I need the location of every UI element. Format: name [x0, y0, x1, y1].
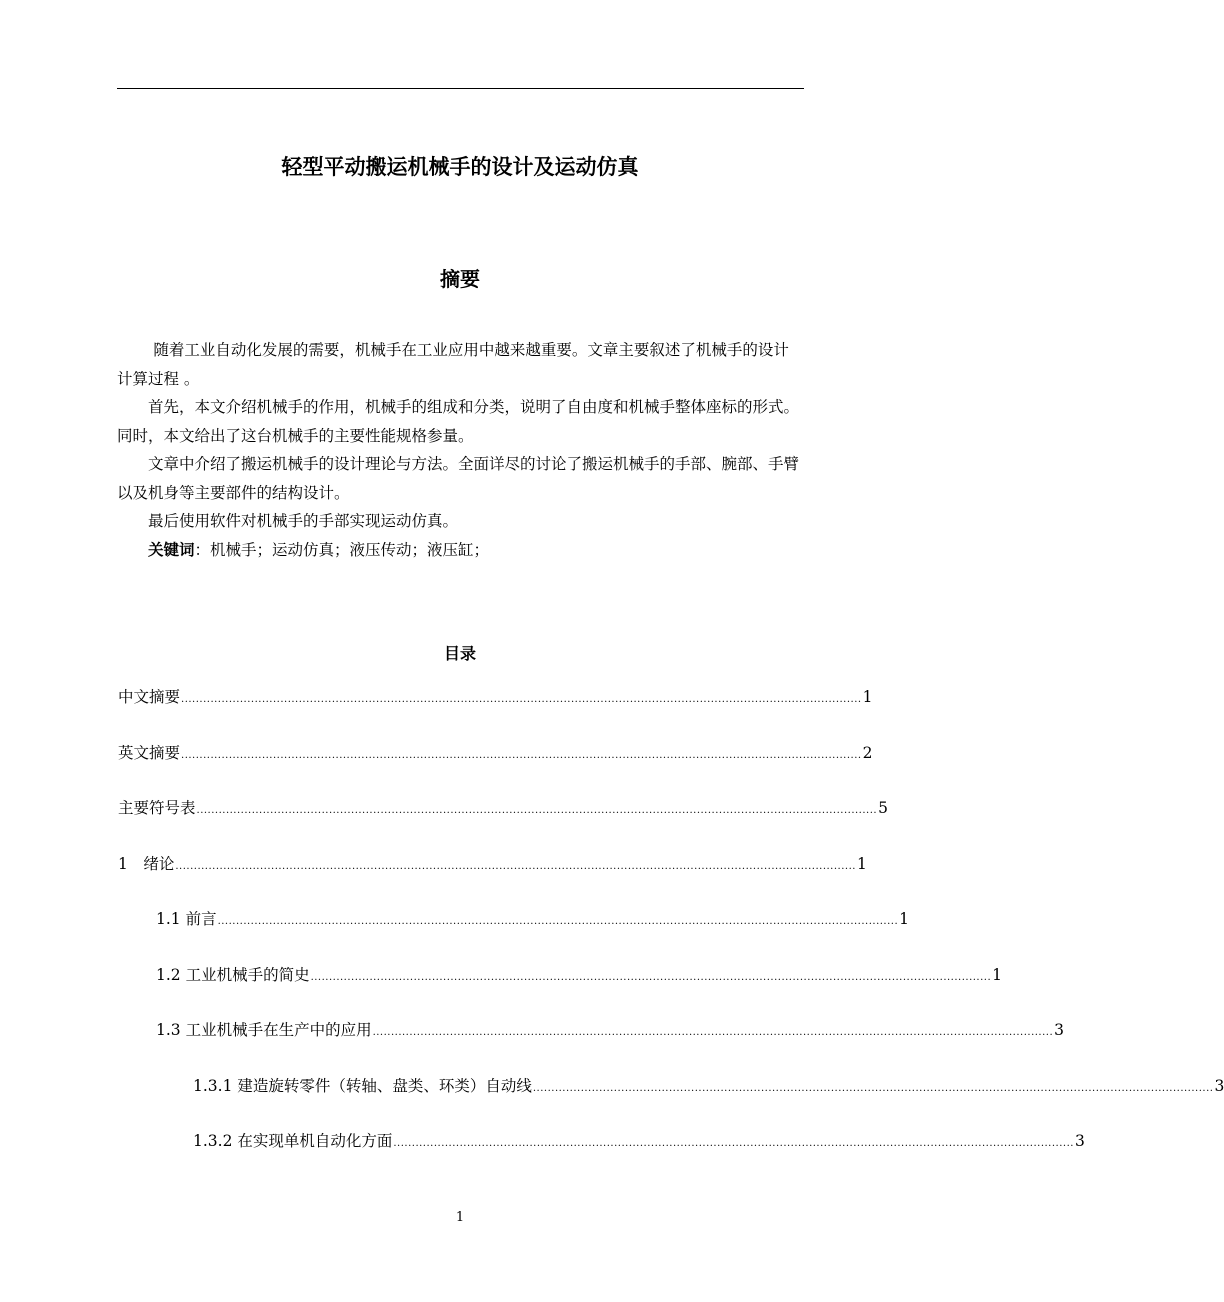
toc-dot-leader: ......................................................................................................................................................................................... [196, 805, 878, 816]
abstract-paragraph-1: 随着工业自动化发展的需要，机械手在工业应用中越来越重要。文章主要叙述了机械手的设计计算过程 。 [117, 341, 789, 388]
toc-entry-english-abstract[interactable] [118, 740, 873, 766]
keywords-text: ：机械手；运动仿真；液压传动；液压缸； [194, 540, 490, 559]
keywords-line [117, 536, 803, 565]
abstract-paragraph-2: 首先，本文介绍机械手的作用，机械手的组成和分类，说明了自由度和机械手整体座标的形式。同时，本文给出了这台机械手的主要性能规格参量。 [117, 398, 800, 445]
toc-entry-text: 英文摘要 [118, 744, 181, 762]
toc-entry-text: 主要符号表 [118, 799, 196, 817]
toc-entry-page: 3 [1214, 1077, 1224, 1095]
toc-title: 目录 [443, 644, 476, 663]
toc-dot-leader: ......................................................................................................................................................................................... [310, 972, 992, 983]
toc-entry-symbol-table[interactable] [118, 795, 888, 821]
keywords-label: 关键词 [148, 540, 195, 559]
toc-entry-text: 1.3.1 建造旋转零件（转轴、盘类、环类）自动线 [193, 1077, 532, 1095]
toc-entry-section-1-3[interactable] [156, 1017, 1065, 1043]
toc-entry-page: 2 [862, 744, 873, 762]
toc-entry-section-1-3-1[interactable] [193, 1073, 1224, 1099]
toc-entry-section-1-3-2[interactable] [193, 1128, 1085, 1154]
toc-dot-leader: ......................................................................................................................................................................................... [181, 694, 862, 705]
toc-entry-section-1-1[interactable] [156, 906, 910, 932]
toc-dot-leader: ......................................................................................................................................................................................... [393, 1138, 1074, 1149]
document-title: 轻型平动搬运机械手的设计及运动仿真 [281, 155, 639, 179]
toc-entry-text: 1.2 工业机械手的简史 [156, 966, 310, 984]
toc-entry-page: 3 [1074, 1132, 1085, 1150]
toc-entry-chapter-1[interactable] [118, 851, 867, 877]
toc-entry-text: 中文摘要 [118, 688, 181, 706]
toc-dot-leader: ......................................................................................................................................................................................... [372, 1027, 1054, 1038]
toc-entry-text: 1 绪论 [118, 855, 175, 873]
header-rule [117, 88, 804, 89]
toc-entry-page: 1 [899, 910, 910, 928]
toc-entry-chinese-abstract[interactable] [118, 684, 873, 710]
abstract-paragraph-4: 最后使用软件对机械手的手部实现运动仿真。 [148, 512, 459, 530]
abstract-body [117, 336, 803, 564]
toc-entry-page: 1 [856, 855, 867, 873]
toc-entry-text: 1.1 前言 [156, 910, 217, 928]
toc-dot-leader: ......................................................................................................................................................................................... [532, 1083, 1214, 1094]
abstract-paragraph-3: 文章中介绍了搬运机械手的设计理论与方法。全面详尽的讨论了搬运机械手的手部、腕部、手臂以及机身等主要部件的结构设计。 [117, 455, 800, 502]
toc-entry-section-1-2[interactable] [156, 962, 1003, 988]
toc-entry-page: 3 [1054, 1021, 1065, 1039]
toc-entry-page: 1 [862, 688, 873, 706]
toc-entry-text: 1.3.2 在实现单机自动化方面 [193, 1132, 393, 1150]
toc-entry-page: 1 [992, 966, 1003, 984]
page-number: 1 [455, 1210, 465, 1225]
abstract-heading: 摘要 [440, 267, 480, 291]
toc-dot-leader: ......................................................................................................................................................................................... [175, 861, 856, 872]
toc-entry-text: 1.3 工业机械手在生产中的应用 [156, 1021, 372, 1039]
toc-dot-leader: ......................................................................................................................................................................................... [217, 916, 899, 927]
toc-dot-leader: ......................................................................................................................................................................................... [181, 750, 862, 761]
toc-entry-page: 5 [878, 799, 888, 817]
